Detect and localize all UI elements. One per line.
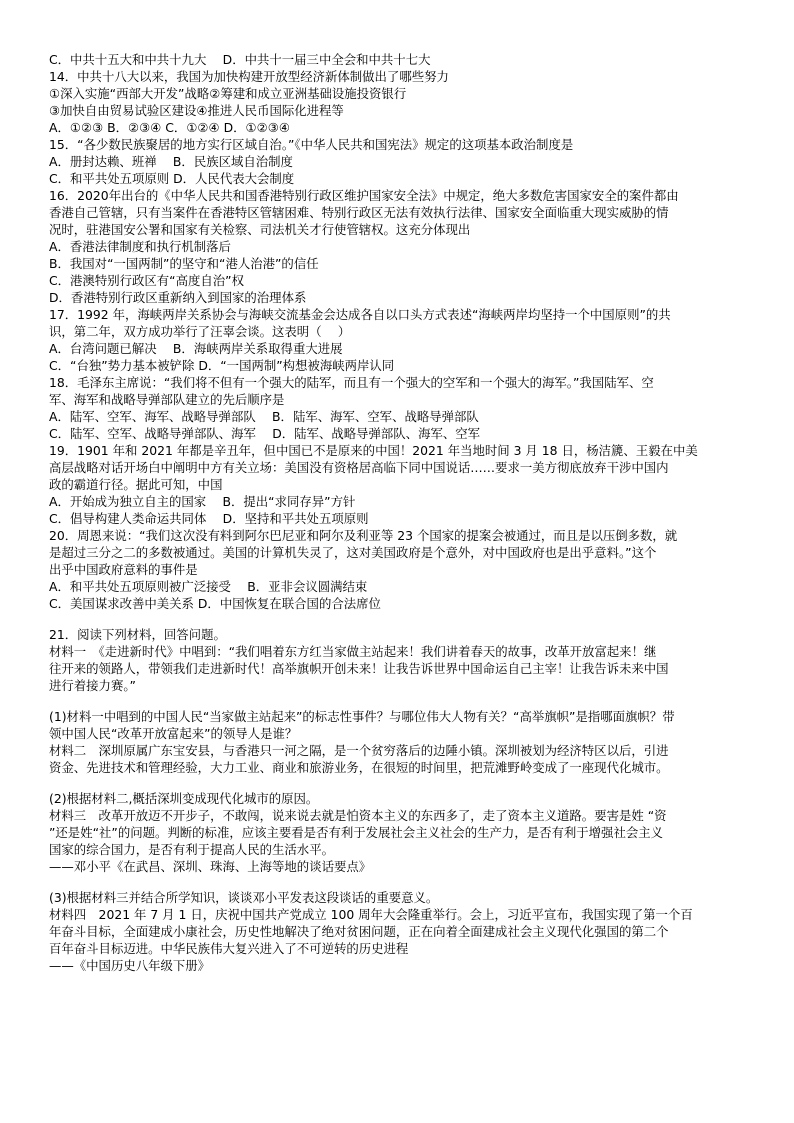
text-line: 进行着接力赛。” [49,678,136,693]
text-line: A．和平共处五项原则被广泛接受 B．亚非会议圆满结束 [49,579,368,594]
text-line: 军、海军和战略导弹部队建立的先后顺序是 [49,392,285,407]
text-line: 况时，驻港国安公署和国家有关检察、司法机关才行使管辖权。这充分体现出 [49,222,471,237]
text-line: 往开来的领路人，带领我们走进新时代！高举旗帜开创未来！让我告诉世界中国命运自己主宰！让我告诉未来中国 [49,661,669,676]
text-line: 国家的综合国力，是否有利于提高人民的生活水平。 [49,842,334,857]
text-line: 资金、先进技术和管理经验，大力工业、商业和旅游业务，在很短的时间里，把荒滩野岭变成了一座现代化城市。 [49,760,669,775]
text-line: A．①②③ B．②③④ C．①②④ D．①②③④ [49,120,290,135]
text-line: 材料一 《走进新时代》中唱到：“我们唱着东方红当家做主站起来！我们讲着春天的故事，改革开放富起来！继 [49,644,657,659]
text-line: 识，第二年，双方成功举行了汪辜会谈。这表明（ ） [49,324,351,339]
text-line: 21．阅读下列材料，回答问题。 [49,627,226,642]
text-line: A．开始成为独立自主的国家 B．提出“求同存异”方针 [49,494,356,509]
blank-gap [49,612,753,626]
blank-gap [49,875,753,889]
text-line: A．香港法律制度和执行机制落后 [49,239,231,254]
text-line: 16．2020年出台的《中华人民共和国香港特别行政区维护国家安全法》中规定，绝大多数危害国家安全的案件都由 [49,188,679,203]
text-line: 15．“各少数民族聚居的地方实行区域自治。”《中华人民共和国宪法》规定的这项基本政治制度是 [49,137,574,152]
text-line: 18．毛泽东主席说：“我们将不但有一个强大的陆军，而且有一个强大的空军和一个强大的海军。”我国陆军、空 [49,375,654,390]
text-line: 领中国人民“改革开放富起来”的领导人是谁？ [49,726,298,741]
text-line: (1)材料一中唱到的中国人民“当家做主站起来”的标志性事件？与哪位伟大人物有关？“高举旗帜”是指哪面旗帜？带 [49,709,675,724]
text-line: ①深入实施“西部大开发”战略②筹建和成立亚洲基础设施投资银行 [49,86,407,101]
text-line: 出乎中国政府意料的事件是 [49,562,198,577]
text-line: (3)根据材料三并结合所学知识，谈谈邓小平发表这段谈话的重要意义。 [49,890,439,905]
text-line: C．中共十五大和中共十九大 D．中共十一届三中全会和中共十七大 [49,52,431,67]
text-line: ”还是姓“社”的问题。判断的标准，应该主要看是否有利于发展社会主义社会的生产力，是否有利于增强社会主义 [49,825,664,840]
blank-gap [49,694,753,708]
text-line: C．和平共处五项原则 D．人民代表大会制度 [49,171,295,186]
text-line: (2)根据材料二,概括深圳变成现代化城市的原因。 [49,791,319,806]
text-line: 是超过三分之二的多数被通过。美国的计算机失灵了，这对美国政府是个意外，对中国政府也是出乎意料。”这个 [49,545,657,560]
text-line: 20．周恩来说：“我们这次没有料到阿尔巴尼亚和阿尔及利亚等 23 个国家的提案会被通过，而且是以压倒多数，就 [49,528,678,543]
text-line: A．台湾问题已解决 B．海峡两岸关系取得重大进展 [49,341,343,356]
text-line: B．我国对“一国两制”的坚守和“港人治港”的信任 [49,256,319,271]
text-line: 14．中共十八大以来，我国为加快构建开放型经济新体制做出了哪些努力 [49,69,449,84]
text-line: 材料三 改革开放迈不开步子，不敢闯，说来说去就是怕资本主义的东西多了，走了资本主义道路。要害是姓 “资 [49,808,667,823]
text-line: 19．1901 年和 2021 年都是辛丑年，但中国已不是原来的中国！2021 年当地时间 3 月 18 日，杨洁篪、王毅在中美 [49,443,698,458]
text-line: C．“台独”势力基本被铲除 D．“一国两制”构想被海峡两岸认同 [49,358,395,373]
text-line: C．美国谋求改善中美关系 D．中国恢复在联合国的合法席位 [49,596,381,611]
exam-page [49,51,753,974]
text-line: 百年奋斗目标迈进。中华民族伟大复兴进入了不可逆转的历史进程 [49,941,409,956]
text-line: 高层战略对话开场白中阐明中方有关立场：美国没有资格居高临下同中国说话……要求一美方彻底放弃干涉中国内 [49,460,669,475]
text-line: 材料四 2021 年 7 月 1 日，庆祝中国共产党成立 100 周年大会隆重举行。会上，习近平宣布，我国实现了第一个百 [49,907,693,922]
text-line: 17．1992 年，海峡两岸关系协会与海峡交流基金会达成各自以口头方式表述“海峡两岸均坚持一个中国原则”的共 [49,307,671,322]
text-line: 香港自己管辖，只有当案件在香港特区管辖困难、特别行政区无法有效执行法律、国家安全面临重大现实威胁的情 [49,205,669,220]
text-line: 年奋斗目标，全面建成小康社会，历史性地解决了绝对贫困问题，正在向着全面建成社会主义现代化强国的第二个 [49,924,669,939]
text-line: 材料二 深圳原属广东宝安县，与香港只一河之隔，是一个贫穷落后的边陲小镇。深圳被划为经济特区以后，引进 [49,743,669,758]
text-line: A．陆军、空军、海军、战略导弹部队 B．陆军、海军、空军、战略导弹部队 [49,409,479,424]
blank-gap [49,776,753,790]
text-line: A．册封达赖、班禅 B．民族区域自治制度 [49,154,293,169]
text-line: C．港澳特别行政区有“高度自治”权 [49,273,244,288]
text-line: ③加快自由贸易试验区建设④推进人民币国际化进程等 [49,103,344,118]
text-line: C．倡导构建人类命运共同体 D．坚持和平共处五项原则 [49,511,369,526]
text-line: C．陆军、空军、战略导弹部队、海军 D．陆军、战略导弹部队、海军、空军 [49,426,481,441]
text-line: D．香港特别行政区重新纳入到国家的治理体系 [49,290,307,305]
text-line: 政的霸道行径。据此可知，中国 [49,477,223,492]
text-line: ——邓小平《在武昌、深圳、珠海、上海等地的谈话要点》 [49,859,372,874]
text-line: ——《中国历史八年级下册》 [49,958,211,973]
